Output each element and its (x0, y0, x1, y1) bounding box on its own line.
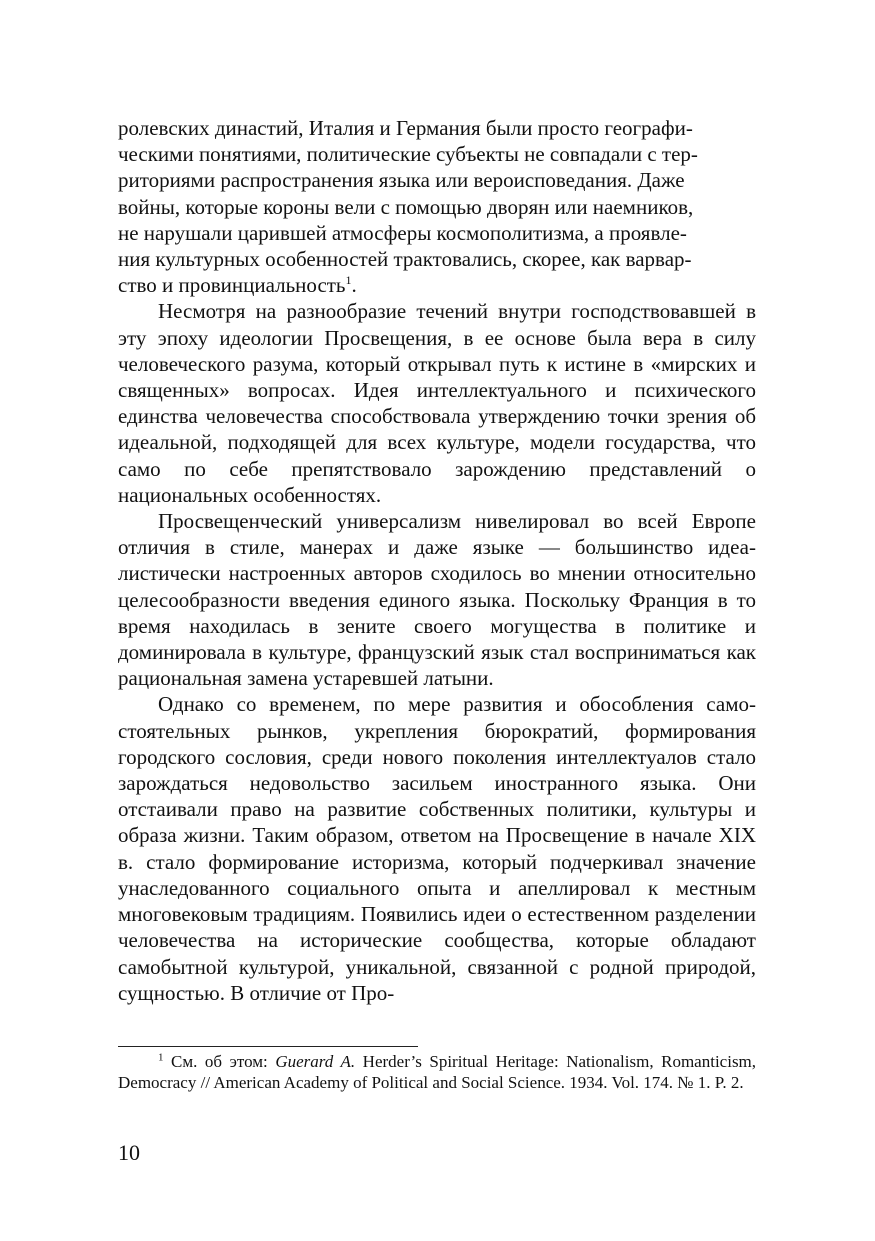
footnote-prefix: См. об этом: (171, 1052, 276, 1071)
paragraph-4: Однако со временем, по мере развития и обособления самостоятельных рынков, укрепления бюрократий, формирования городского сословия, среди нового поколения интеллектуалов стало зарождаться недовольство засильем иностранного языка. Они отстаивали право на развитие собственных политики, культуры и образа жизни. Таким образом, ответом на Просвещение в начале XIX в. стало формирование историзма, который подчеркивал значение унаследованного социального опыта и апеллировал к местным многовековым традициям. Появились идеи о естественном разделении человечества на исторические сообщества, которые обладают самобытной культурой, уникальной, связанной с родной природой, сущностью. В отличие от Про- (118, 692, 756, 1005)
paragraph-2: Несмотря на разнообразие течений внутри господствовавшей в эту эпоху идеологии Просвещения, в ее основе была вера в силу человеческого разума, который открывал путь к истине в «мирских и священных» вопросах. Идея интеллектуального и психического единства человечества способствовала утверждению точки зрения об идеальной, подходящей для всех культуре, модели государства, что само по себе препятствовало зарождению представлений о национальных особенностях. (118, 299, 756, 507)
paragraph-1-line-1: ролевских династий, Италия и Германия были просто географи- (118, 116, 693, 140)
page-number: 10 (118, 1140, 140, 1165)
paragraph-1-line-7: ство и провинциальность (118, 273, 346, 298)
page-body (118, 115, 756, 1006)
paragraph-1-line-6: ния культурных особенностей трактовались, скорее, как варвар- (118, 247, 692, 272)
footnote-author: Guerard A. (275, 1052, 356, 1071)
footnote-text: Herder’s Spiritual Heritage: Nationalism, Romanticism, Democracy // American Academy of Political and Social Science. 1934. Vol. 174. № 1. P. 2. (118, 1052, 757, 1092)
paragraph-1-tail: . (351, 273, 357, 298)
footnote-reference[interactable]: 1 (345, 273, 352, 288)
footnote-divider (118, 1046, 418, 1047)
paragraph-1 (118, 115, 756, 298)
paragraph-1-line-3: риториями распространения языка или вероисповедания. Даже (118, 168, 685, 193)
paragraph-1-line-2: ческими понятиями, политические субъекты не совпадали с тер- (118, 142, 698, 167)
paragraph-1-line-4: войны, которые короны вели с помощью дворян или наемников, (118, 194, 694, 219)
footnote-mark: 1 (158, 1051, 164, 1064)
footnote (118, 1052, 756, 1093)
paragraph-1-line-5: не нарушали царившей атмосферы космополитизма, а проявле- (118, 220, 687, 245)
paragraph-3: Просвещенческий универсализм нивелировал во всей Европе отличия в стиле, манерах и даже языке — большинство идеалистически настроенных авторов сходилось во мнении относительно целесообразности введения единого языка. Поскольку Франция в то время находилась в зените своего могущества в политике и доминировала в культуре, французский язык стал восприниматься как рациональная замена устаревшей латыни. (118, 509, 756, 691)
